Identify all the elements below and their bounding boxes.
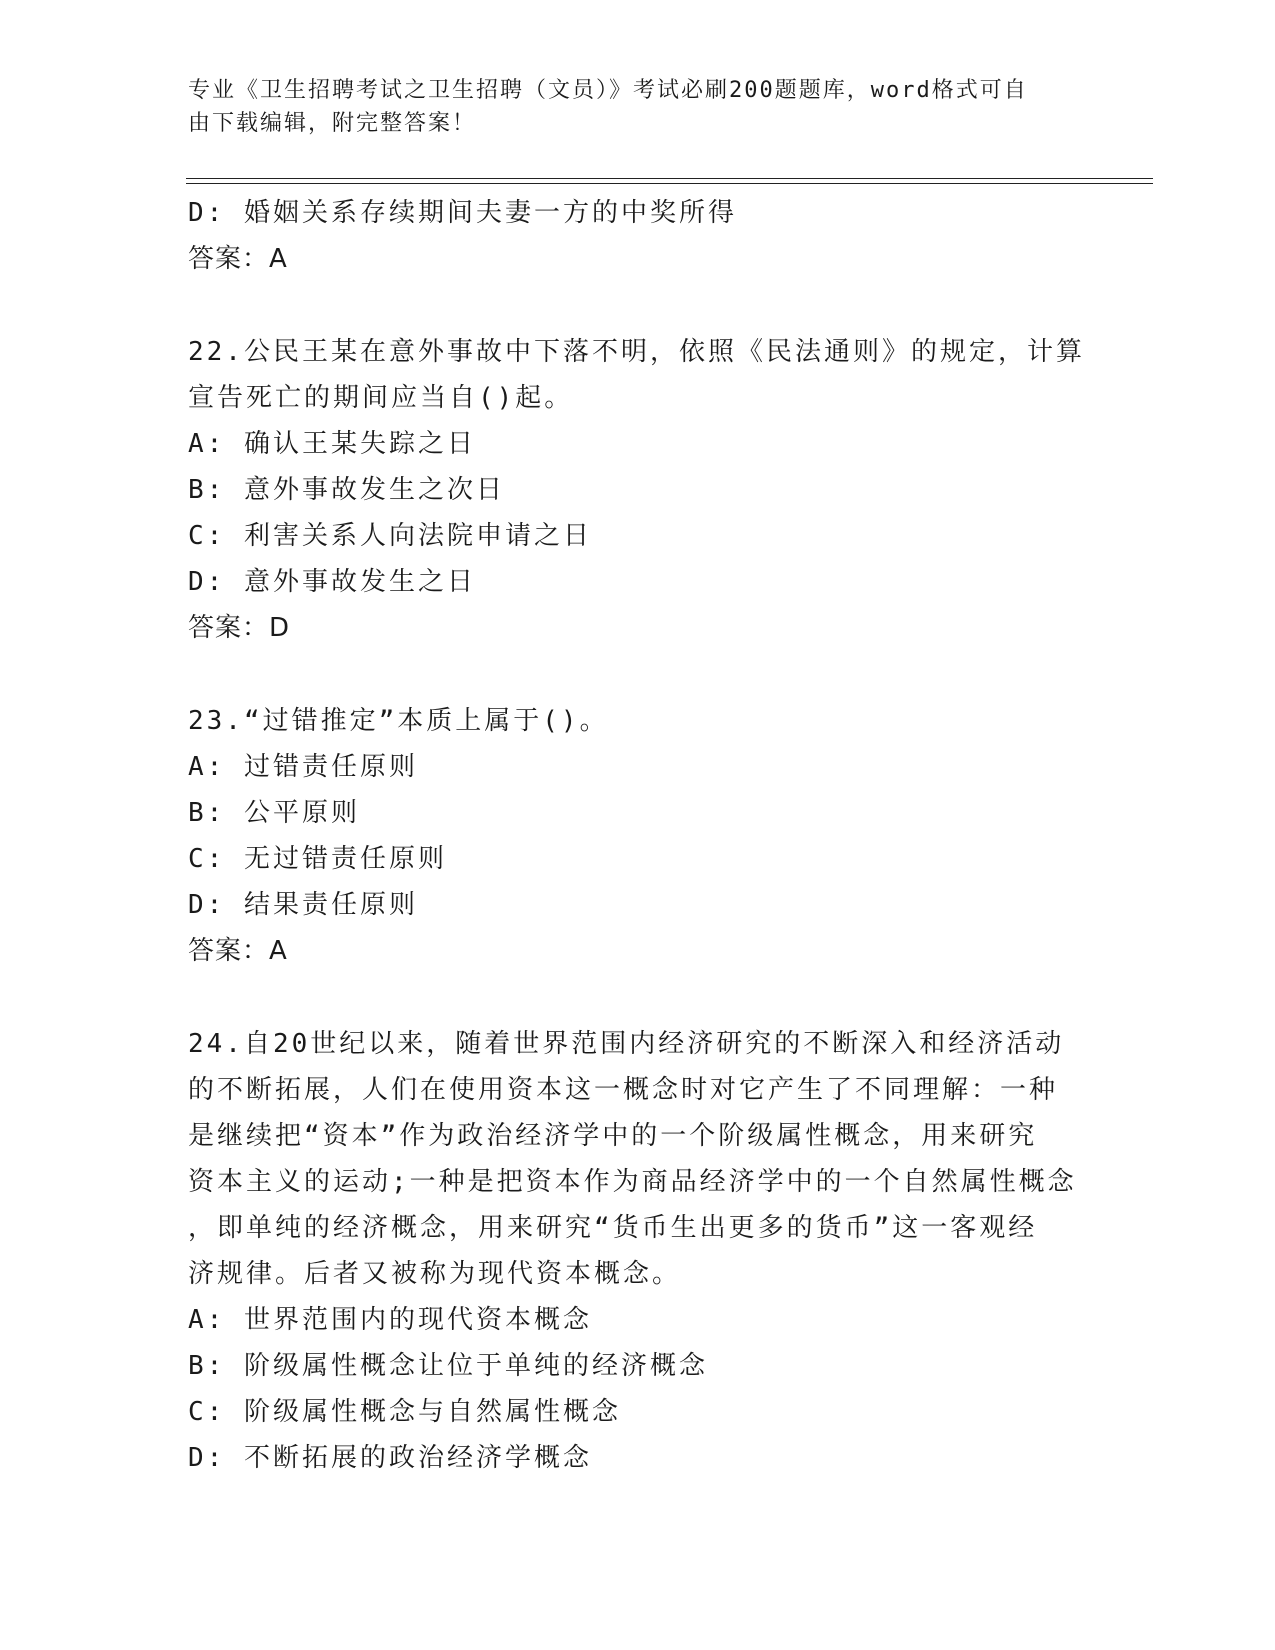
- header-line-1: 专业《卫生招聘考试之卫生招聘（文员）》考试必刷200题题库，word格式可自: [188, 78, 1028, 103]
- question-stem-line: ，即单纯的经济概念，用来研究“货币生出更多的货币”这一客观经: [188, 1213, 1038, 1243]
- option-d: D: 婚姻关系存续期间夫妻一方的中奖所得: [188, 198, 737, 228]
- option-d: D: 意外事故发生之日: [188, 567, 476, 597]
- option-c: C: 利害关系人向法院申请之日: [188, 521, 592, 551]
- option-d: D: 结果责任原则: [188, 890, 418, 920]
- answer-line: 答案：A: [188, 244, 288, 274]
- answer-line: 答案：D: [188, 613, 291, 643]
- header-line-2: 由下载编辑，附完整答案！: [188, 111, 477, 136]
- question-stem-line: 是继续把“资本”作为政治经济学中的一个阶级属性概念，用来研究: [188, 1121, 1038, 1151]
- question-stem-line: 24.自20世纪以来，随着世界范围内经济研究的不断深入和经济活动: [188, 1029, 1065, 1059]
- question-stem-line: 的不断拓展，人们在使用资本这一概念时对它产生了不同理解：一种: [188, 1075, 1059, 1105]
- header-divider-top: [186, 178, 1153, 179]
- question-24: [188, 1021, 1088, 1481]
- question-stem-line: 22.公民王某在意外事故中下落不明，依照《民法通则》的规定，计算: [188, 337, 1085, 367]
- question-stem-line: 23.“过错推定”本质上属于()。: [188, 706, 609, 736]
- document-header: [188, 74, 1088, 140]
- option-b: B: 意外事故发生之次日: [188, 475, 505, 505]
- option-a: A: 世界范围内的现代资本概念: [188, 1305, 592, 1335]
- question-23: [188, 698, 1088, 974]
- header-divider-bottom: [186, 183, 1153, 184]
- document-body: [188, 190, 1088, 1481]
- option-a: A: 确认王某失踪之日: [188, 429, 476, 459]
- option-c: C: 阶级属性概念与自然属性概念: [188, 1397, 621, 1427]
- option-a: A: 过错责任原则: [188, 752, 418, 782]
- question-stem-line: 宣告死亡的期间应当自()起。: [188, 383, 574, 413]
- option-b: B: 公平原则: [188, 798, 360, 828]
- option-b: B: 阶级属性概念让位于单纯的经济概念: [188, 1351, 708, 1381]
- question-spacer: [188, 974, 1088, 1021]
- option-c: C: 无过错责任原则: [188, 844, 447, 874]
- question-22: [188, 329, 1088, 651]
- question-stem-line: 济规律。后者又被称为现代资本概念。: [188, 1259, 682, 1289]
- question-stem-line: 资本主义的运动;一种是把资本作为商品经济学中的一个自然属性概念: [188, 1167, 1077, 1197]
- question-spacer: [188, 282, 1088, 329]
- answer-line: 答案：A: [188, 936, 288, 966]
- question-spacer: [188, 651, 1088, 698]
- option-d: D: 不断拓展的政治经济学概念: [188, 1443, 592, 1473]
